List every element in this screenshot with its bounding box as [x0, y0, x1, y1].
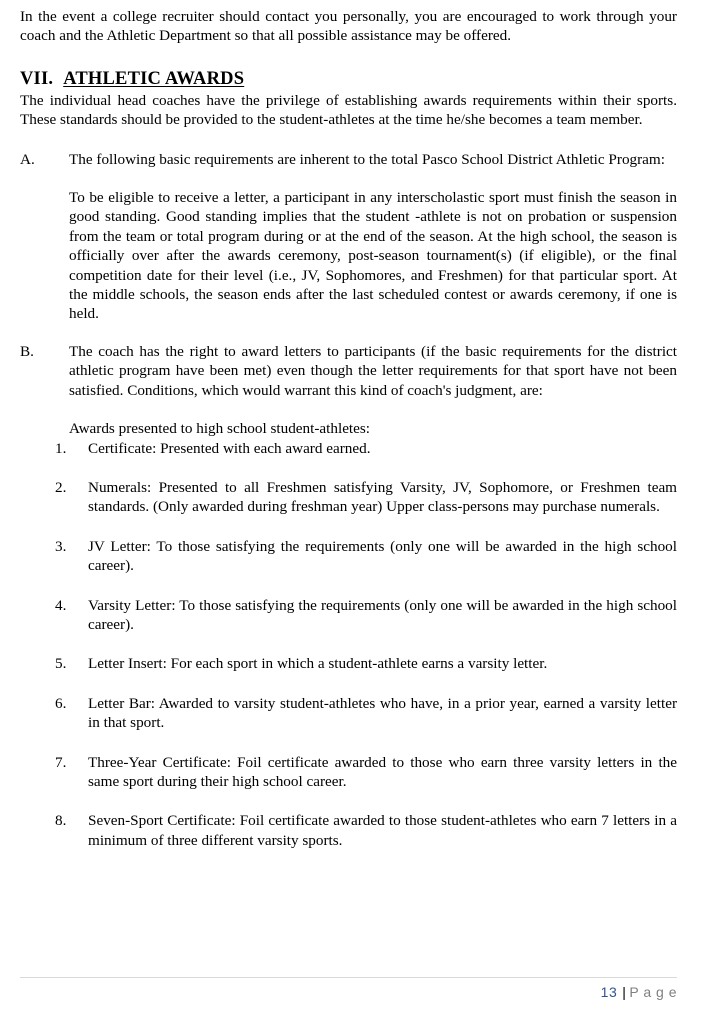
list-item-text: Certificate: Presented with each award earned. [88, 439, 371, 457]
list-item-number: 2. [55, 478, 67, 496]
list-item-number: 5. [55, 655, 67, 673]
list-item-text: JV Letter: To those satisfying the requirements (only one will be awarded in the high school career). [88, 537, 677, 575]
list-item-text: Seven-Sport Certificate: Foil certificate awarded to those student-athletes who earn 7 letters in a minimum of three different varsity sports. [88, 812, 677, 849]
list-item [20, 654, 677, 673]
list-item-number: 6. [55, 694, 67, 712]
list-item-number: 8. [55, 812, 67, 830]
list-item [20, 537, 677, 576]
item-b-text: The coach has the right to award letters to participants (if the basic requirements for the district athletic program have been met) even though the letter requirements for that sport have not been satisfied. Conditions, which would warrant this kind of coach's judgment, are: [69, 342, 677, 399]
document-page [20, 7, 677, 870]
list-item-number: 4. [55, 596, 67, 614]
section-intro-paragraph: The individual head coaches have the privilege of establishing awards requirements within their sports. These standards should be provided to the student-athletes at the time he/she becomes a team member. [20, 91, 677, 129]
awards-list [20, 439, 677, 851]
awards-heading: Awards presented to high school student-athletes: [69, 420, 371, 438]
list-item-text: Letter Bar: Awarded to varsity student-athletes who have, in a prior year, earned a varsity letter in that sport. [88, 694, 677, 732]
section-heading [20, 68, 677, 91]
item-a-marker: A. [20, 150, 35, 168]
item-b [20, 342, 677, 439]
intro-paragraph: In the event a college recruiter should contact you personally, you are encouraged to work through your coach and the Athletic Department so that all possible assistance may be offered. [20, 8, 677, 45]
footer-separator: | [622, 984, 627, 1000]
item-b-marker: B. [20, 342, 34, 360]
list-item-number: 3. [55, 537, 67, 555]
list-item-number: 7. [55, 753, 67, 771]
section-number: VII. [20, 68, 54, 89]
page-label: P a g e [629, 984, 677, 1000]
list-item [20, 811, 677, 850]
page-footer [601, 983, 677, 1002]
item-a-paragraph: To be eligible to receive a letter, a participant in any interscholastic sport must finish the season in good standing. Good standing implies that the student -athlete is not on probation or suspension from the team or total program during or at the end of the season. At the high school, the season is officially over after the awards ceremony, post-season tournament(s) (if eligible), or the final competition date for their level (i.e., JV, Sophomores, and Freshmen) for that particular sport. At the middle schools, the season ends after the last scheduled contest or awards ceremony, if one is held. [69, 189, 677, 323]
list-item-text: Letter Insert: For each sport in which a student-athlete earns a varsity letter. [88, 655, 548, 673]
list-item-text: Three-Year Certificate: Foil certificate awarded to those who earn three varsity letters in the same sport during their high school career. [88, 753, 677, 790]
page-number: 13 [600, 984, 618, 1000]
list-item-number: 1. [55, 439, 67, 457]
footer-divider [20, 977, 677, 978]
list-item [20, 478, 677, 517]
list-item [20, 753, 677, 792]
list-item [20, 596, 677, 635]
list-item-text: Varsity Letter: To those satisfying the requirements (only one will be awarded in the high school career). [88, 596, 677, 633]
item-a-text: The following basic requirements are inherent to the total Pasco School District Athletic Program: [69, 150, 665, 168]
section-title: ATHLETIC AWARDS [63, 68, 245, 89]
item-a [20, 150, 677, 324]
list-item [20, 694, 677, 733]
list-item [20, 439, 677, 458]
list-item-text: Numerals: Presented to all Freshmen satisfying Varsity, JV, Sophomore, or Freshmen team standards. (Only awarded during freshman year) Upper class-persons may purchase numerals. [88, 478, 677, 516]
